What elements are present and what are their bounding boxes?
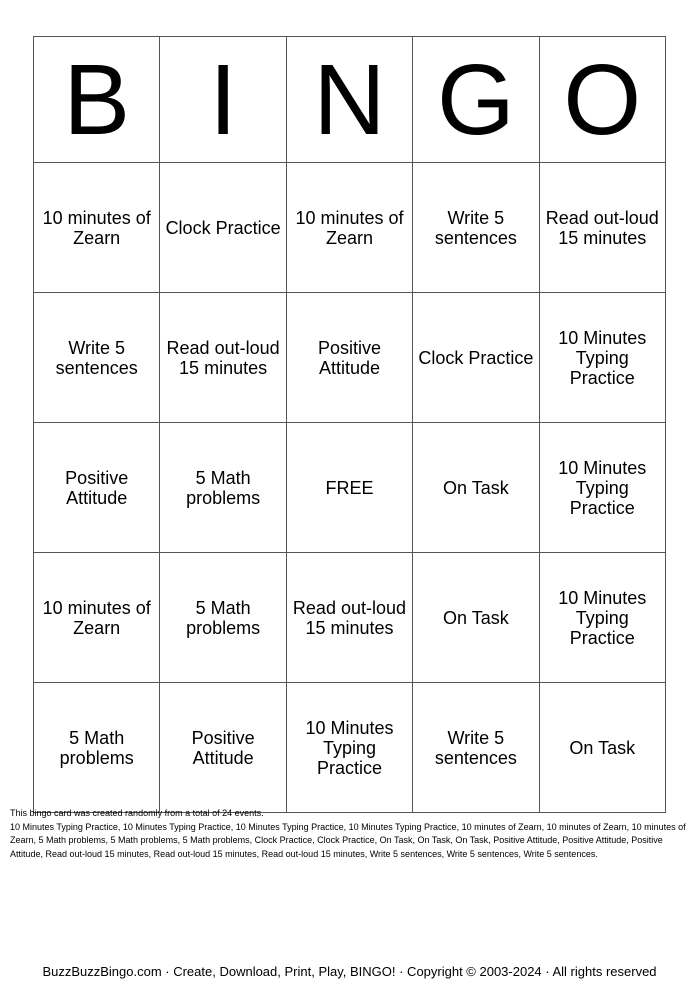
bingo-cell: On Task — [539, 683, 665, 813]
bingo-cell: Read out-loud 15 minutes — [286, 553, 412, 683]
bingo-cell: 10 minutes of Zearn — [34, 163, 160, 293]
card-row — [34, 163, 666, 293]
bingo-cell: 10 Minutes Typing Practice — [539, 553, 665, 683]
card-row — [34, 553, 666, 683]
card-row — [34, 423, 666, 553]
bingo-cell: Clock Practice — [160, 163, 286, 293]
header-letter: N — [286, 37, 412, 163]
description-intro: This bingo card was created randomly from a total of 24 events. — [10, 808, 264, 818]
bingo-cell: 10 minutes of Zearn — [34, 553, 160, 683]
header-letter: B — [34, 37, 160, 163]
description-events: 10 Minutes Typing Practice, 10 Minutes Typing Practice, 10 Minutes Typing Practice, 10 Minutes Typing Practice, 10 minutes of Zearn, 10 minutes of Zearn, 10 minutes of Zearn, 5 Math problems, 5 Math problems, 5 Math problems, Clock Practice, Clock Practice, On Task, On Task, On Task, Positive Attitude, Positive Attitude, Positive Attitude, Read out-loud 15 minutes, Read out-loud 15 minutes, Read out-loud 15 minutes, Write 5 sentences, Write 5 sentences, Write 5 sentences. — [10, 821, 686, 859]
card-description — [10, 807, 690, 861]
bingo-cell: Positive Attitude — [34, 423, 160, 553]
bingo-cell: 5 Math problems — [160, 553, 286, 683]
bingo-cell: 10 Minutes Typing Practice — [286, 683, 412, 813]
bingo-cell: Positive Attitude — [286, 293, 412, 423]
header-letter: G — [413, 37, 539, 163]
header-letter: O — [539, 37, 665, 163]
bingo-cell: 10 Minutes Typing Practice — [539, 423, 665, 553]
header-letter: I — [160, 37, 286, 163]
bingo-cell: Positive Attitude — [160, 683, 286, 813]
bingo-cell: On Task — [413, 423, 539, 553]
bingo-cell: Read out-loud 15 minutes — [160, 293, 286, 423]
bingo-cell: Clock Practice — [413, 293, 539, 423]
bingo-cell: 10 Minutes Typing Practice — [539, 293, 665, 423]
bingo-cell: Read out-loud 15 minutes — [539, 163, 665, 293]
bingo-cell: 5 Math problems — [160, 423, 286, 553]
bingo-cell: Write 5 sentences — [413, 683, 539, 813]
bingo-cell: On Task — [413, 553, 539, 683]
bingo-card — [33, 36, 666, 813]
card-row — [34, 293, 666, 423]
bingo-cell: Write 5 sentences — [413, 163, 539, 293]
footer-copyright: BuzzBuzzBingo.com · Create, Download, Print, Play, BINGO! · Copyright © 2003-2024 · All rights reserved — [42, 964, 657, 979]
card-row — [34, 683, 666, 813]
free-cell: FREE — [286, 423, 412, 553]
bingo-cell: 10 minutes of Zearn — [286, 163, 412, 293]
bingo-cell: Write 5 sentences — [34, 293, 160, 423]
bingo-cell: 5 Math problems — [34, 683, 160, 813]
